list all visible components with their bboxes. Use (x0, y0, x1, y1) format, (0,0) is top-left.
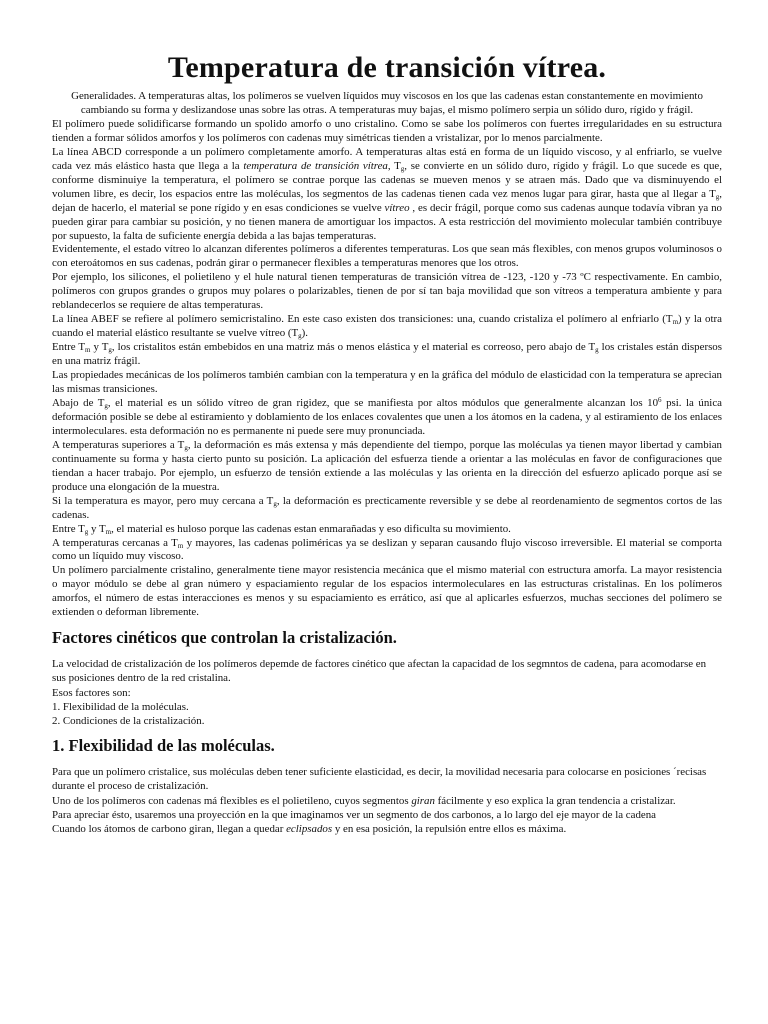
factores-item-2: 2. Condiciones de la cristalización. (52, 715, 205, 728)
paragraph-linea-abcd: La línea ABCD corresponde a un polímero completamente amorfo. A temperaturas altas está en forma de un líquido viscoso, y al enfriarlo, se vuelve cada vez más elástico hasta que llega a la temperatura de transición vítrea, $T_g$, se convierte en un sólido duro, rígido y frágil. Lo que sucede es que, conforme disminuiye la temperatura, el polímero se contrae porque las cadenas se mueven menos y se atraen más. Dado que va disminuyendo el volumen libre, es decir, los espacios entre las moléculas, los segmentos de las cadenas tienen cada vez menos lugar para girar, hasta que al llegar a $T_g$, dejan de hacerlo, el material se pone rígido y en esas condiciones se vuelve vítreo , es decir frágil, porque como sus cadenas aunque todavía vibran ya no pueden girar para cambiar su posición, y no tienen manera de amortiguar los impactos. A esta restricción del movimiento molecular también contribuye por supuesto, la falta de suficiente energía debida a las bajas temperaturas. (52, 145, 722, 242)
flex-paragraph-4: Cuando los átomos de carbono giran, llegan a quedar eclipsados y en esa posición, la repulsión entre ellos es máxima. (52, 823, 567, 836)
flex-paragraph-2: Uno de los polímeros con cadenas má flexibles es el polietileno, cuyos segmentos giran fácilmente y eso explica la gran tendencia a cristalizar. (52, 794, 676, 807)
intro-body (52, 90, 722, 620)
paragraph-superiores-tg: A temperaturas superiores a $T_g$, la deformación es más extensa y más dependiente del tiempo, porque las moléculas ya tienen mayor libertad y cambian continuamente su forma y hasta cierto punto su posición. La aplicación del esfuerza tiende a orientar a las moléculas en favor de configuraciones que tiendan a hacer trabajo. Por ejemplo, un esfuerzo de tensión extiende a las moléculas y las orienta en la dirección del esfuerzo aplicado porque así se produce una elongación de la muestra. (52, 438, 722, 493)
paragraph-abajo-tg: Abajo de $T_g$, el material es un sólido vítreo de gran rigidez, que se manifiesta por altos módulos que generalmente alcanzan los $10^6$ psi. la única deformación posible se debe al estiramiento y doblamiento de los enlaces covalentes que unen a los átomos en la cadena, y al estiramiento de los enlaces intermoleculares. esta deformación no es permanente ni puede sere muy pronunciada. (52, 395, 723, 437)
section-flexibilidad-body (52, 765, 722, 836)
flex-paragraph-3: Para apreciar ésto, usaremos una proyección en la que imaginamos ver un segmento de dos carbonos, a lo largo del eje mayor de la cadena (52, 808, 657, 821)
page-title: Temperatura de transición vítrea. (167, 51, 607, 84)
paragraph-generalidades: Generalidades. A temperaturas altas, los polímeros se vuelven líquidos muy viscosos en los que las cadenas estan constantemente en movimiento cambiando su forma y deslizandose unas sobre las otras. A temperaturas muy bajas, el mismo polímero serpia un sólido duro, rígido y frágil. (71, 90, 703, 116)
paragraph-solidificacion: El polímero puede solidificarse formando un spolido amorfo o uno cristalino. Como se sabe los polímeros con fuertes irregularidades en su estructura tienden a formar sólidos amorfos y los polímeros con cadenas muy simétricas tienden a vristalizar, por lo menos parcialmente. (52, 117, 722, 144)
paragraph-parcialmente-cristalino: Un polímero parcialmente cristalino, generalmente tiene mayor resistencia mecánica que el mismo material con estructura amorfa. La mayor resistencia o mayor módulo se debe al gran número y espaciamiento regular de los espacios intermoleculares en las estructuras cristalinas. En los polímeros amorfos, el número de estas interacciones es menos y su espaciamiento es errático, así que al aplicarles esfuerzos, muchas secciones del polímero se extienden o deforman libremente. (52, 564, 722, 619)
factores-intro: La velocidad de cristalización de los polímeros depemde de factores cinético que afectan la capacidad de los segmntos de cadena, para acomodarse en sus posiciones dentro de la red cristalina. (52, 658, 707, 685)
paragraph-ejemplos: Por ejemplo, los silicones, el polietileno y el hule natural tienen temperaturas de transición vítrea de -123, -120 y -73 ºC respectivamente. En cambio, polímeros con grupos grandes o grupos muy polares o polarizables, tienen de por sí tan baja movilidad que son vítreos a temperatura ambiente y para reblandecerlos se requiere de altas temperaturas. (52, 271, 722, 312)
paragraph-linea-abef: La línea ABEF se refiere al polímero semicristalino. En este caso existen dos transiciones: una, cuando cristaliza el polímero al enfriarlo $(T_m)$ y la otra cuando el material elástico resultante se vuelve vítreo $(T_g)$. (52, 313, 722, 341)
paragraph-estado-vitreo: Evidentemente, el estado vítreo lo alcanzan diferentes polímeros a diferentes temperaturas. Los que sean más flexibles, con menos grupos voluminosos o con eteroátomos en sus cadenas, podrán girar o permanecer flexibles a temperaturas menores que los otros. (52, 243, 722, 270)
section-factores-body (52, 657, 722, 728)
paragraph-entre-tm-tg: Entre $T_m$ y $T_g$, los cristalitos están embebidos en una matriz más o menos elástica y el material es correoso, pero abajo de $T_g$ los cristales están dispersos en una matriz frágil. (52, 341, 722, 368)
heading-factores-cineticos: Factores cinéticos que controlan la cristalización. (52, 628, 397, 648)
flex-paragraph-1: Para que un polímero cristalice, sus moléculas deben tener suficiente elasticidad, es decir, la movilidad necesaria para colocarse en posiciones ´recisas durante el proceso de cristalización. (52, 766, 707, 793)
paragraph-huloso: Entre $T_g$ y $T_m$, el material es huloso porque las cadenas estan enmarañadas y eso dificulta su movimiento. (52, 522, 511, 536)
factores-item-1: 1. Flexibilidad de la moléculas. (52, 700, 189, 713)
paragraph-temperatura-mayor: Si la temperatura es mayor, pero muy cercana a $T_g$, la deformación es precticamente reversible y se debe al reordenamiento de segmentos cortos de las cadenas. (52, 494, 722, 521)
heading-flexibilidad: 1. Flexibilidad de las moléculas. (52, 736, 275, 756)
paragraph-cercanas-tm: A temperaturas cercanas a $T_m$ y mayores, las cadenas poliméricas ya se deslizan y separan causando flujo viscoso irreversible. El material se comporta como un líquido muy viscoso. (52, 536, 722, 563)
paragraph-propiedades-mecanicas: Las propiedades mecánicas de los polímeros también cambian con la temperatura y en la gráfica del módulo de elasticidad con la temperatura se aprecian las mismas transiciones. (52, 369, 722, 396)
factores-label: Esos factores son: (52, 686, 131, 699)
